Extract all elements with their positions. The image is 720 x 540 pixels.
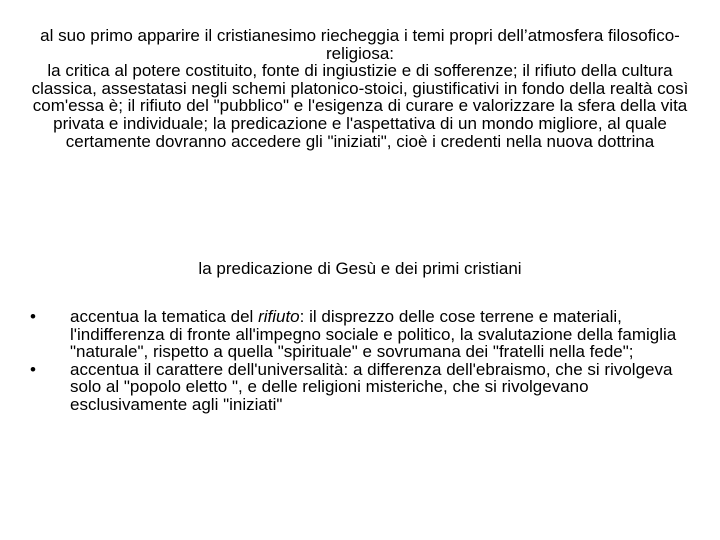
list-item bbox=[30, 361, 695, 414]
bullet-icon: • bbox=[30, 359, 36, 379]
list-item-text: accentua la tematica del bbox=[70, 307, 259, 326]
list-item bbox=[30, 308, 695, 361]
section-subtitle: la predicazione di Gesù e dei primi cristiani bbox=[198, 259, 522, 278]
intro-line-1: al suo primo apparire il cristianesimo riecheggia i temi propri dell’atmosfera filosofico-religiosa: bbox=[40, 26, 680, 63]
intro-line-2: la critica al potere costituito, fonte di ingiustizie e di sofferenze; il rifiuto della cultura classica, assestatasi negli schemi platonico-stoici, giustificativi in fondo della realtà così com'essa è; il rifiuto del "pubblico" e l'esigenza di curare e valorizzare la sfera della vita privata e individuale; la predicazione e l'aspettativa di un mondo migliore, al quale certamente dovranno accedere gli "iniziati", cioè i credenti nella nuova dottrina bbox=[31, 61, 689, 151]
list-item-text: accentua il carattere dell'universalità: a differenza dell'ebraismo, che si rivolgeva solo al "popolo eletto ", e delle religioni misteriche, che si rivolgevano esclusivamente agli "iniziati" bbox=[70, 359, 673, 414]
bullet-list bbox=[30, 308, 695, 414]
intro-text bbox=[30, 27, 690, 150]
bullet-icon: • bbox=[30, 307, 36, 326]
list-item-emphasis: rifiuto bbox=[258, 307, 300, 326]
list-item-text-cont: : il disprezzo delle cose terrene e materiali, l'indifferenza di fronte all'impegno sociale e politico, la svalutazione della famiglia "naturale", rispetto a quella "spirituale" e sovrumana dei "fratelli nella fede"; bbox=[70, 307, 677, 362]
